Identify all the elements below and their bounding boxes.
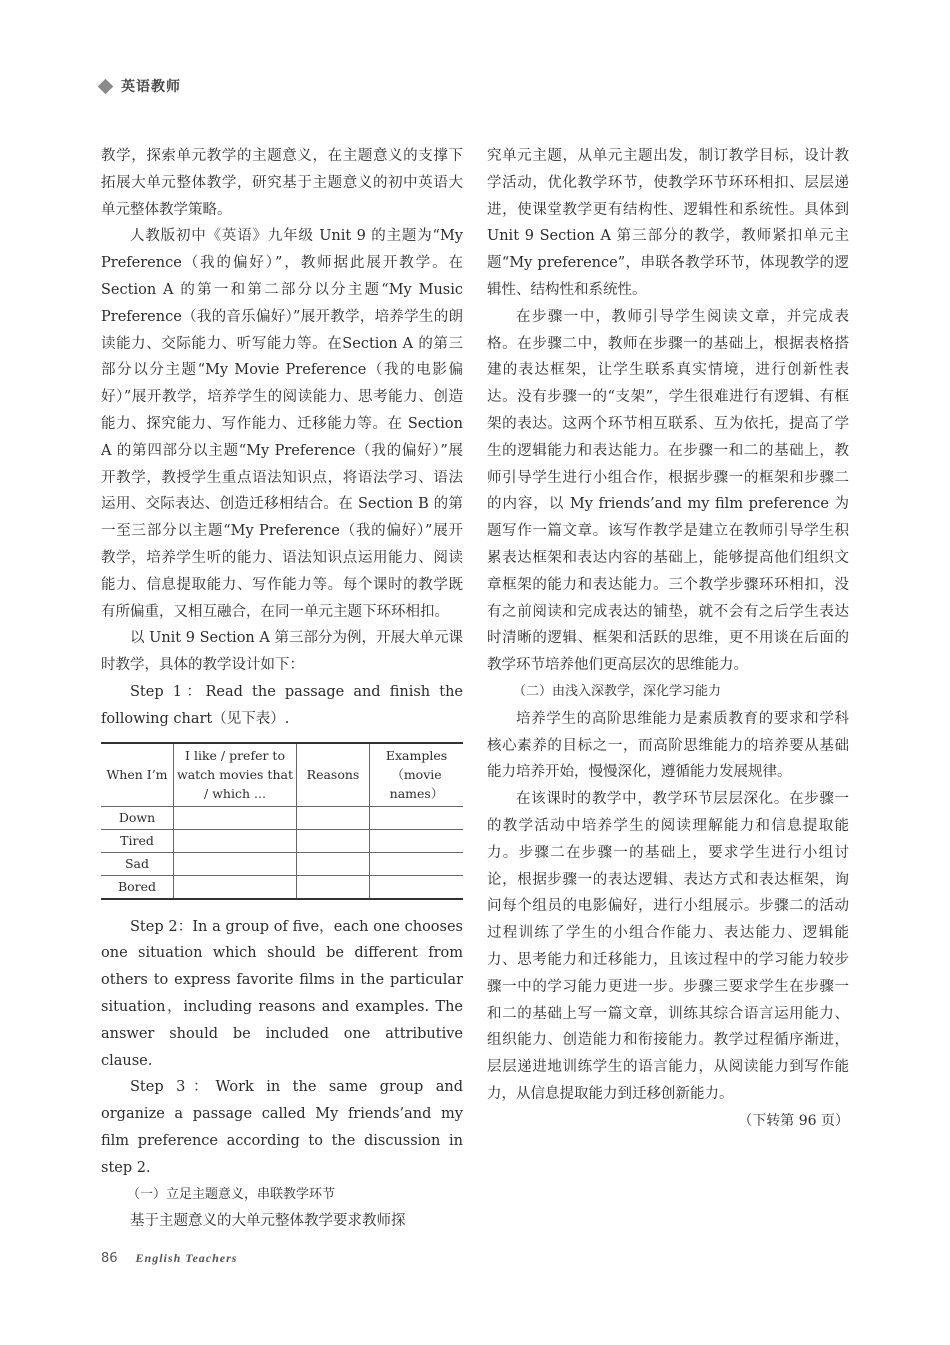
left-column	[101, 143, 463, 1235]
table-row	[101, 852, 463, 875]
journal-name-en: English Teachers	[135, 1251, 238, 1265]
section-heading: （二）由浅入深教学，深化学习能力	[513, 683, 722, 699]
table-row	[101, 875, 463, 899]
table-row	[101, 806, 463, 829]
column-header: I like / prefer to watch movies that / which ...	[174, 743, 297, 807]
section-heading: （一）立足主题意义，串联教学环节	[127, 1186, 336, 1202]
paragraph: 以 Unit 9 Section A 第三部分为例，开展大单元课时教学，具体的教学设计如下：	[101, 630, 463, 674]
page-number: 86	[101, 1251, 118, 1266]
column-header: Reasons	[297, 743, 370, 807]
paragraph: 在步骤一中，教师引导学生阅读文章，并完成表格。在步骤二中，教师在步骤一的基础上，根据表格搭建的表达框架，让学生联系真实情境，进行创新性表达。没有步骤一的“支架”，学生很难进行有逻辑、有框架的表达。这两个环节相互联系、互为依托，提高了学生的逻辑能力和表达能力。在步骤一和二的基础上，教师引导学生进行小组合作，根据步骤一的框架和步骤二的内容，以 My friends’and my film preference 为题写作一篇文章。该写作教学是建立在教师引导学生积累表达框架和表达内容的基础上，能够提高他们组织文章框架的能力和表达能力。三个教学步骤环环相扣，没有之前阅读和完成表达的铺垫，就不会有之后学生表达时清晰的逻辑、框架和活跃的思维，更不用谈在后面的教学环节培养他们更高层次的思维能力。	[487, 308, 849, 674]
paragraph: 人教版初中《英语》九年级 Unit 9 的主题为“My Preference（我的偏好）”，教师据此展开教学。在 Section A 的第一和第二部分以分主题“My Music Preference（我的音乐偏好）”展开教学，培养学生的朗读能力、交际能力、听写能力等。在Section A 的第三部分以分主题“My Movie Preference（我的电影偏好）”展开教学，培养学生的阅读能力、思考能力、创造能力、探究能力、写作能力、迁移能力等。在 Section A 的第四部分以主题“My Preference（我的偏好）”展开教学，教授学生重点语法知识点，将语法学习、语法运用、交际表达、创造迁移相结合。在 Section B 的第一至三部分以主题“My Preference（我的偏好）”展开教学，培养学生听的能力、语法知识点运用能力、阅读能力、信息提取能力、写作能力等。每个课时的教学既有所偏重，又相互融合，在同一单元主题下环环相扣。	[101, 228, 463, 620]
page-footer	[101, 1251, 237, 1266]
running-header	[100, 76, 181, 96]
right-column	[487, 143, 849, 1134]
diamond-icon	[98, 78, 114, 94]
row-label: Bored	[101, 875, 174, 899]
paragraph: 究单元主题，从单元主题出发，制订教学目标，设计教学活动，优化教学环节，使教学环节环环相扣、层层递进，使课堂教学更有结构性、逻辑性和系统性。具体到 Unit 9 Section A 第三部分的教学，教师紧扣单元主题“My preference”，串联各教学环节，体现教学的逻辑性、结构性和系统性。	[487, 148, 849, 298]
paragraph: 教学，探索单元教学的主题意义，在主题意义的支撑下拓展大单元整体教学，研究基于主题意义的初中英语大单元整体教学策略。	[101, 148, 463, 218]
paragraph: 在该课时的教学中，教学环节层层深化。在步骤一的教学活动中培养学生的阅读理解能力和信息提取能力。步骤二在步骤一的基础上，要求学生进行小组讨论，根据步骤一的表达逻辑、表达方式和表达框架，询问每个组员的电影偏好，进行小组展示。步骤二的活动过程训练了学生的小组合作能力、表达能力、逻辑能力、思考能力和迁移能力，且该过程中的学习能力较步骤一中的学习能力更进一步。步骤三要求学生在步骤一和二的基础上写一篇文章，训练其综合语言运用能力、组织能力、创造能力和衔接能力。教学过程循序渐进，层层递进地训练学生的语言能力，从阅读能力到写作能力，从信息提取能力到迁移创新能力。	[487, 791, 849, 1102]
paragraph: 基于主题意义的大单元整体教学要求教师探	[130, 1213, 406, 1230]
step-2: Step 2：In a group of five，each one chooses one situation which should be different from others to express favorite films in the particular situation，including reasons and examples. The answer should be included one attributive clause.	[101, 918, 463, 1069]
column-header: Examples （movie names）	[370, 743, 464, 807]
preference-chart	[101, 742, 463, 900]
journal-title: 英语教师	[121, 79, 181, 95]
row-label: Sad	[101, 852, 174, 875]
table-row	[101, 829, 463, 852]
row-label: Down	[101, 806, 174, 829]
continued-note: （下转第 96 页）	[738, 1112, 849, 1129]
step-1: Step 1：Read the passage and finish the following chart（见下表）.	[101, 683, 463, 727]
step-3: Step 3：Work in the same group and organize a passage called My friends’and my film preference according to the discussion in step 2.	[101, 1079, 463, 1176]
column-header: When I’m	[101, 743, 174, 807]
row-label: Tired	[101, 829, 174, 852]
table-header-row	[101, 743, 463, 807]
paragraph: 培养学生的高阶思维能力是素质教育的要求和学科核心素养的目标之一，而高阶思维能力的培养要从基础能力培养开始，慢慢深化，遵循能力发展规律。	[487, 710, 849, 781]
